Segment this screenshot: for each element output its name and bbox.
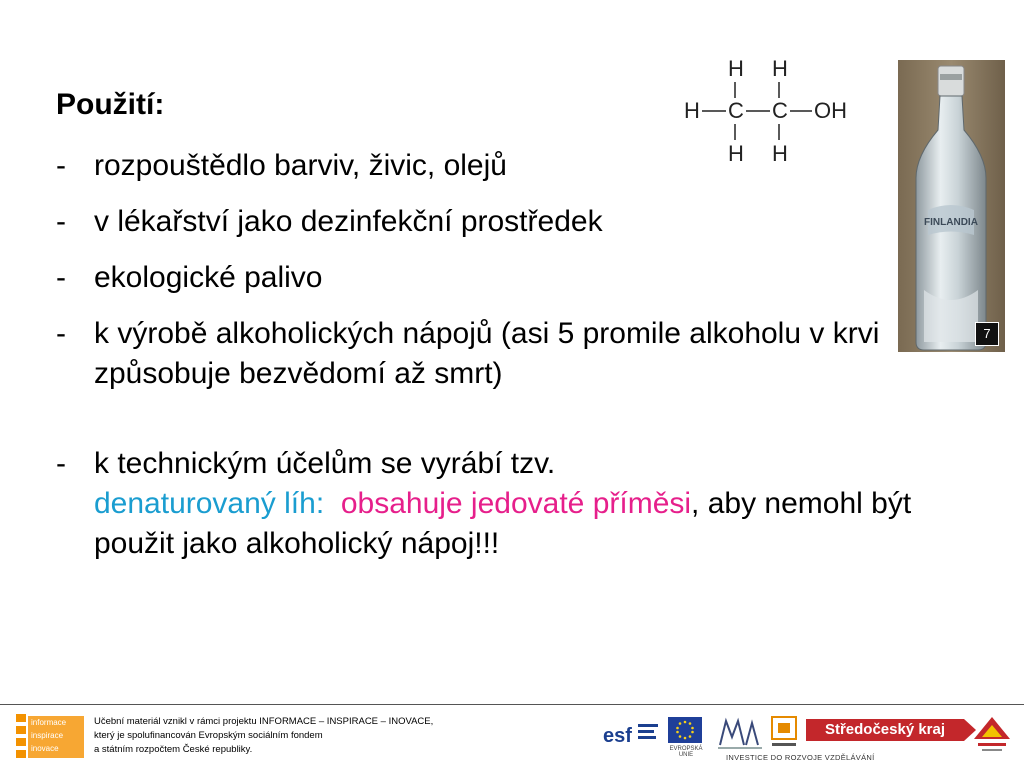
atom-c-1: C <box>728 98 744 123</box>
bottle-label-text: FINLANDIA <box>924 217 978 228</box>
atom-h-bottom-2: H <box>772 141 788 166</box>
bullet-text: k technickým účelům se vyrábí tzv. <box>94 447 556 480</box>
funding-note-line: a státním rozpočtem České republiky. <box>94 744 253 755</box>
fund-logo-words <box>28 716 84 758</box>
bullet-item <box>56 202 936 242</box>
bullet-text-end: , aby nemohl být použit jako alkoholický nápoj!!! <box>94 487 912 560</box>
bullet-item <box>56 444 936 564</box>
fund-logo-word: inovace <box>31 744 59 753</box>
funding-note-line: který je spolufinancován Evropským sociálním fondem <box>94 730 323 741</box>
atom-h-bottom-1: H <box>728 141 744 166</box>
bullet-dash: - <box>56 205 66 238</box>
atom-h-left: H <box>684 98 700 123</box>
atom-h-top-2: H <box>772 56 788 81</box>
esf-logo-text: esf <box>603 725 632 747</box>
informace-inspirace-inovace-logo <box>16 714 84 760</box>
regional-program-logo <box>770 715 800 749</box>
eu-caption: EVROPSKÁ UNIE <box>669 746 703 758</box>
bullet-text: v lékařství jako dezinfekční prostředek <box>94 205 603 238</box>
school-crest-icon <box>972 715 1012 759</box>
slide-heading: Použití: <box>56 88 165 121</box>
funding-note-line: Učební materiál vznikl v rámci projektu INFORMACE – INSPIRACE – INOVACE, <box>94 716 434 727</box>
bullet-dash: - <box>56 317 66 350</box>
esf-logo <box>602 718 660 750</box>
bullet-item <box>56 258 936 298</box>
sponsor-logos <box>602 713 1010 765</box>
ministry-logo <box>712 715 768 751</box>
bullet-dash: - <box>56 447 66 480</box>
ethanol-structural-formula <box>682 54 852 166</box>
atom-c-2: C <box>772 98 788 123</box>
fund-logo-word: informace <box>31 718 67 727</box>
fund-logo-word: inspirace <box>31 731 64 740</box>
group-oh: OH <box>814 98 847 123</box>
bullet-text: rozpouštědlo barviv, živic, olejů <box>94 149 507 182</box>
bullet-list <box>56 146 936 580</box>
footer <box>0 705 1024 768</box>
funding-note <box>94 715 433 757</box>
bullet-text: k výrobě alkoholických nápojů (asi 5 promile alkoholu v krvi způsobuje bezvědomí až smrt) <box>94 317 880 390</box>
bullet-text: ekologické palivo <box>94 261 323 294</box>
eu-flag-icon <box>668 717 702 743</box>
denatured-term: denaturovaný líh: <box>94 487 325 520</box>
photo-number-badge: 7 <box>975 322 999 346</box>
stredocesky-kraj-banner: Středočeský kraj <box>806 719 964 741</box>
invest-caption: INVESTICE DO ROZVOJE VZDĚLÁVÁNÍ <box>726 753 875 762</box>
toxic-additives-text: obsahuje jedovaté příměsi <box>340 487 692 520</box>
atom-h-top-1: H <box>728 56 744 81</box>
bullet-dash: - <box>56 261 66 294</box>
bullet-dash: - <box>56 149 66 182</box>
vodka-bottle-photo <box>898 60 1005 352</box>
bullet-item <box>56 314 936 394</box>
